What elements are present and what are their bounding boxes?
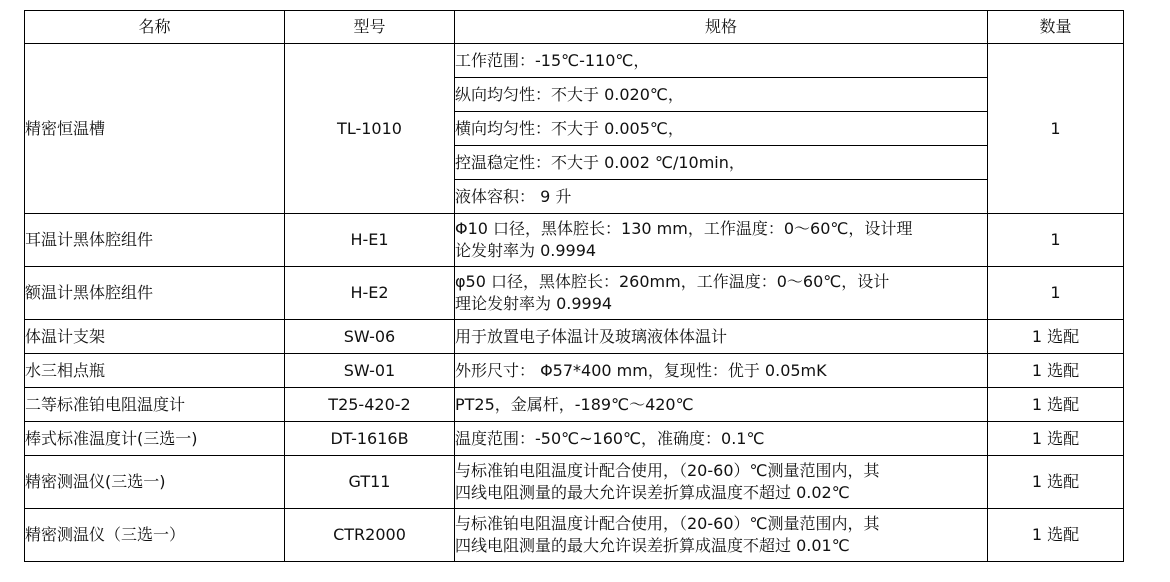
cell-name: 精密测温仪（三选一） xyxy=(25,509,285,562)
cell-name: 二等标准铂电阻温度计 xyxy=(25,388,285,422)
header-spec: 规格 xyxy=(455,11,988,44)
table-row xyxy=(25,422,1124,456)
cell-spec: PT25，金属杆，-189℃～420℃ xyxy=(455,388,988,422)
cell-spec xyxy=(455,509,988,562)
cell-model: GT11 xyxy=(285,456,455,509)
spec-line: φ50 口径，黑体腔长：260mm，工作温度：0～60℃，设计 xyxy=(455,272,890,291)
cell-quantity: 1 选配 xyxy=(988,509,1124,562)
spec-line: 四线电阻测量的最大允许误差折算成温度不超过 0.02℃ xyxy=(455,483,850,502)
cell-spec: 用于放置电子体温计及玻璃液体体温计 xyxy=(455,320,988,354)
cell-quantity: 1 xyxy=(988,44,1124,214)
table-row xyxy=(25,354,1124,388)
cell-name: 棒式标准温度计(三选一) xyxy=(25,422,285,456)
cell-spec: 外形尺寸： Φ57*400 mm，复现性：优于 0.05mK xyxy=(455,354,988,388)
spec-line: 四线电阻测量的最大允许误差折算成温度不超过 0.01℃ xyxy=(455,536,850,555)
table-row xyxy=(25,509,1124,562)
cell-spec xyxy=(455,214,988,267)
header-row xyxy=(25,11,1124,44)
spec-line: Φ10 口径，黑体腔长：130 mm，工作温度：0～60℃，设计理 xyxy=(455,219,913,238)
cell-model: TL-1010 xyxy=(285,44,455,214)
header-name: 名称 xyxy=(25,11,285,44)
cell-spec xyxy=(455,456,988,509)
cell-name: 精密测温仪(三选一) xyxy=(25,456,285,509)
cell-name: 体温计支架 xyxy=(25,320,285,354)
cell-quantity: 1 选配 xyxy=(988,456,1124,509)
cell-model: T25-420-2 xyxy=(285,388,455,422)
cell-quantity: 1 选配 xyxy=(988,422,1124,456)
cell-quantity: 1 xyxy=(988,214,1124,267)
table-row xyxy=(25,44,1124,78)
cell-model: H-E2 xyxy=(285,267,455,320)
cell-model: H-E1 xyxy=(285,214,455,267)
cell-quantity: 1 选配 xyxy=(988,354,1124,388)
cell-name: 额温计黑体腔组件 xyxy=(25,267,285,320)
cell-name: 水三相点瓶 xyxy=(25,354,285,388)
cell-spec: 横向均匀性：不大于 0.005℃， xyxy=(455,112,988,146)
cell-name: 耳温计黑体腔组件 xyxy=(25,214,285,267)
spec-line: 与标准铂电阻温度计配合使用，（20-60）℃测量范围内，其 xyxy=(455,514,880,533)
table-row xyxy=(25,320,1124,354)
cell-spec: 液体容积： 9 升 xyxy=(455,180,988,214)
spec-line: 与标准铂电阻温度计配合使用，（20-60）℃测量范围内，其 xyxy=(455,461,880,480)
cell-spec: 温度范围：-50℃~160℃，准确度：0.1℃ xyxy=(455,422,988,456)
spec-line: 论发射率为 0.9994 xyxy=(455,241,597,260)
cell-quantity: 1 选配 xyxy=(988,388,1124,422)
spec-line: 理论发射率为 0.9994 xyxy=(455,294,613,313)
table-row xyxy=(25,214,1124,267)
cell-model: DT-1616B xyxy=(285,422,455,456)
cell-quantity: 1 xyxy=(988,267,1124,320)
cell-name: 精密恒温槽 xyxy=(25,44,285,214)
header-model: 型号 xyxy=(285,11,455,44)
cell-model: CTR2000 xyxy=(285,509,455,562)
cell-spec: 控温稳定性：不大于 0.002 ℃/10min， xyxy=(455,146,988,180)
cell-model: SW-01 xyxy=(285,354,455,388)
cell-spec xyxy=(455,267,988,320)
table-row xyxy=(25,267,1124,320)
cell-quantity: 1 选配 xyxy=(988,320,1124,354)
table-row xyxy=(25,388,1124,422)
header-quantity: 数量 xyxy=(988,11,1124,44)
equipment-spec-table xyxy=(24,10,1124,562)
table-row xyxy=(25,456,1124,509)
cell-spec: 工作范围：-15℃-110℃， xyxy=(455,44,988,78)
cell-model: SW-06 xyxy=(285,320,455,354)
cell-spec: 纵向均匀性：不大于 0.020℃， xyxy=(455,78,988,112)
